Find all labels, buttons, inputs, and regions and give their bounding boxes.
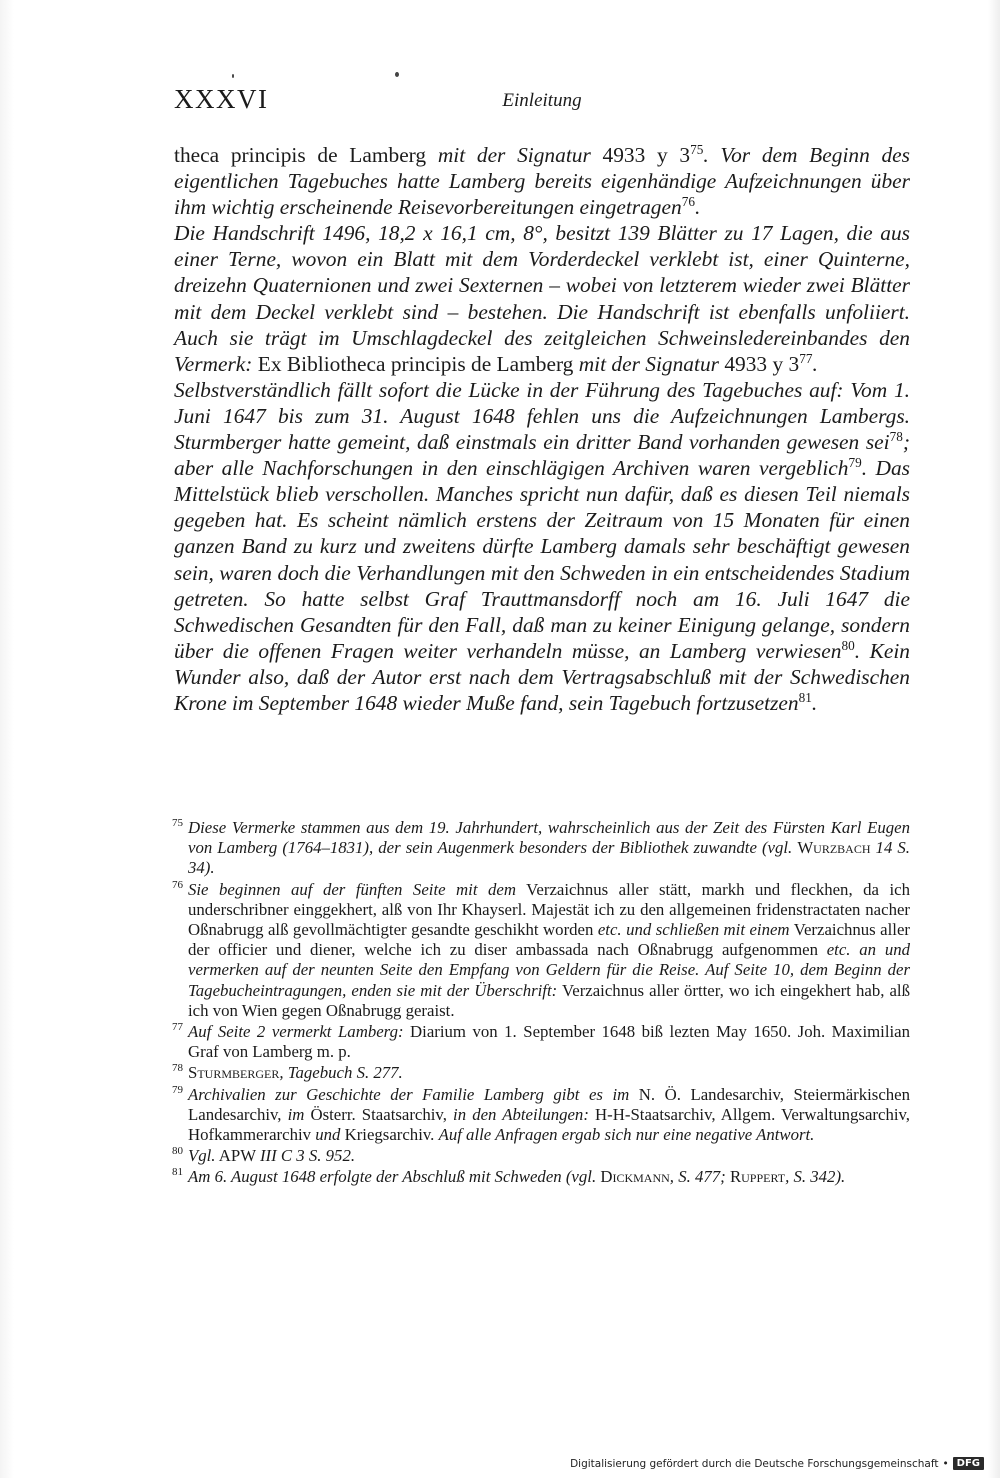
main-text	[174, 142, 910, 716]
footnote-number: 80	[172, 1145, 183, 1158]
footnote-ref[interactable]: 78	[889, 428, 903, 444]
footnote-75: 75 Diese Vermerke stammen aus dem 19. Jahrhundert, wahrscheinlich aus der Zeit des Fürsten Karl Eugen von Lamberg (1764–1831), der sein Augenmerk besonders der Bibliothek zuwandte (vgl. Wurzbach 14 S. 34).	[174, 818, 910, 879]
footnote-ref[interactable]: 75	[690, 141, 704, 157]
footnote-number: 81	[172, 1166, 183, 1179]
scan-speck	[395, 72, 399, 77]
paragraph: Selbstverständlich fällt sofort die Lücke in der Führung des Tagebuches auf: Vom 1. Juni 1647 bis zum 31. August 1648 fehlen uns die Aufzeichnungen Lambergs. Sturmberger hatte gemeint, daß einstmals ein dritter Band vorhanden gewesen sei$^{78}$; aber alle Nachforschungen in den einschlägigen Archiven waren vergeblich$^{79}$. Das Mittelstück blieb verschollen. Manches spricht nun dafür, daß es diesen Teil niemals gegeben hat. Es scheint nämlich erstens der Zeitraum von 15 Monaten für einen ganzen Band zu kurz und zweitens dürfte Lamberg damals sehr beschäftigt gewesen sein, waren doch die Verhandlungen mit den Schweden in ein entscheidendes Stadium getreten. So hatte selbst Graf Trauttmansdorff noch am 16. Juli 1647 die Schwedischen Gesandten für den Fall, daß man zu keiner Einigung gelange, sondern über die offenen Fragen weiter verhandeln müsse, an Lamberg verwiesen$^{80}$. Kein Wunder also, daß der Autor erst nach dem Vertragsabschluß mit der Schwedischen Krone im September 1648 wieder Muße fand, sein Tagebuch fortzusetzen$^{81}$.	[174, 377, 910, 715]
footer-text: Digitalisierung gefördert durch die Deutsche Forschungsgemeinschaft	[570, 1457, 939, 1470]
digitization-footer	[570, 1457, 984, 1470]
dfg-logo: DFG	[953, 1457, 984, 1470]
footnote-ref[interactable]: 79	[848, 455, 862, 470]
footnote-number: 79	[172, 1083, 183, 1096]
footnote-79: 79 Archivalien zur Geschichte der Familie Lamberg gibt es im N. Ö. Landesarchiv, Steiermärkischen Landesarchiv, im Österr. Staatsarchiv, in den Abteilungen: H-H-Staatsarchiv, Allgem. Verwaltungsarchiv, Hofkammerarchiv und Kriegsarchiv. Auf alle Anfragen ergab sich nur eine negative Antwort.	[174, 1085, 910, 1146]
footnote-ref[interactable]: 76	[681, 194, 695, 210]
footnote-77: 77 Auf Seite 2 vermerkt Lamberg: Diarium von 1. September 1648 biß lezten May 1650. Joh. Maximilian Graf von Lamberg m. p.	[174, 1022, 910, 1062]
paragraph: Die Handschrift 1496, 18,2 x 16,1 cm, 8°, besitzt 139 Blätter zu 17 Lagen, die aus einer Terne, wovon ein Blatt mit dem Vorderdeckel verklebt ist, einer Quinterne, dreizehn Quaternionen und zwei Sexternen – wobei von letzterem wieder zwei Blätter mit dem Deckel verklebt sind – bestehen. Die Handschrift ist ebenfalls unfoliiert. Auch sie trägt im Umschlagdeckel des zeitgleichen Schweinsledereinbandes den Vermerk: Ex Bibliotheca principis de Lamberg mit der Signatur 4933 y $3^{77}$.	[174, 221, 910, 376]
footnote-80: 80 Vgl. APW III C 3 S. 952.	[174, 1146, 910, 1166]
footnote-81: 81 Am 6. August 1648 erfolgte der Abschluß mit Schweden (vgl. Dickmann, S. 477; Ruppert, S. 342).	[174, 1167, 910, 1187]
footnote-number: 75	[172, 817, 183, 829]
footnote-number: 76	[172, 878, 183, 891]
running-title: Einleitung	[502, 90, 582, 111]
paragraph: theca principis de Lamberg mit der Signatur 4933 y $3^{75}$. Vor dem Beginn des eigentlichen Tagebuches hatte Lamberg bereits eigenhändige Aufzeichnungen über ihm wichtig erscheinende Reisevorbereitungen eingetragen$^{76}$.	[174, 141, 910, 220]
footnote-ref[interactable]: 80	[841, 637, 855, 653]
page-number: XXXVI	[174, 84, 269, 114]
footnote-number: 77	[172, 1021, 183, 1034]
footnote-ref[interactable]: 81	[798, 689, 812, 705]
footnotes	[174, 818, 910, 1189]
scan-speck	[232, 74, 234, 78]
footer-separator: •	[942, 1457, 949, 1470]
footnote-ref[interactable]: 77	[799, 350, 813, 366]
footnote-number: 78	[172, 1062, 183, 1075]
running-head	[174, 84, 910, 124]
footnote-78: 78 Sturmberger, Tagebuch S. 277.	[174, 1063, 910, 1083]
footnote-76: 76 Sie beginnen auf der fünften Seite mit dem Verzaichnus aller stätt, markh und fleckhen, da ich underschribner einggekhert, alß von Ihr Khayserl. Majestät ich zu den allgemeinen fridenstractaten nacher Oßnabrugg alß gevollmächtigter gesandte geschikht worden etc. und schließen mit einem Verzaichnus aller der officier und diener, welche ich zu diser ambassada nach Oßnabrugg aufgenommen etc. an und vermerken auf der neunten Seite den Empfang von Geldern für die Reise. Auf Seite 10, dem Beginn der Tagebucheintragungen, enden sie mit der Überschrift: Verzaichnus aller örtter, wo ich eingekhert hab, alß ich von Wien gegen Oßnabrugg geraist.	[174, 880, 910, 1021]
